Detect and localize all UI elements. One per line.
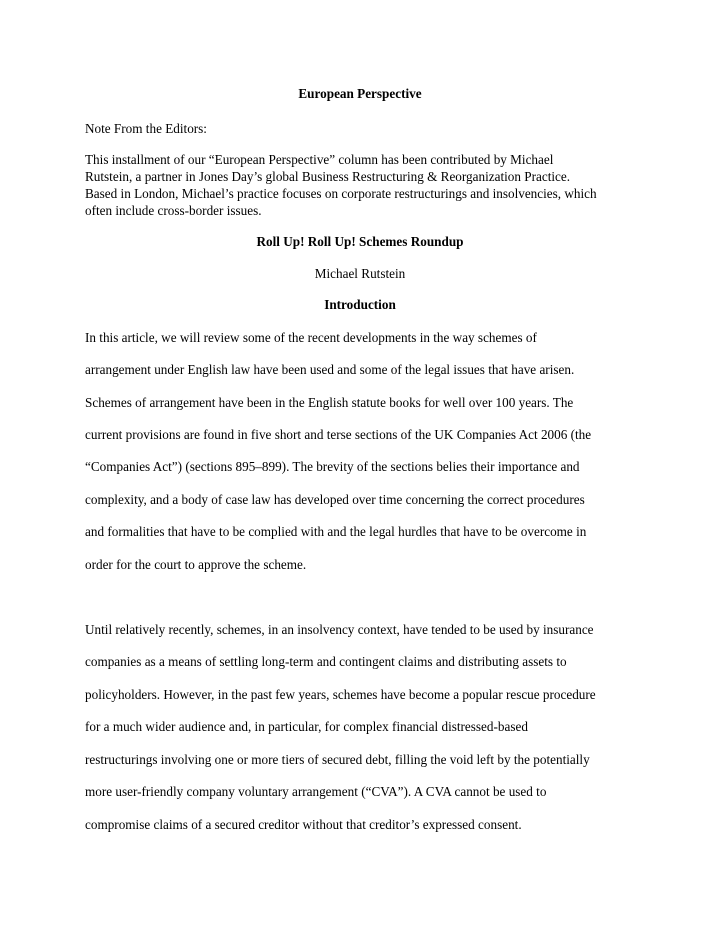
paragraph-line: restructurings involving one or more tiers of secured debt, filling the void left by the potentially <box>85 752 590 767</box>
editors-note-line: often include cross-border issues. <box>85 203 262 218</box>
editors-note-label: Note From the Editors: <box>85 121 207 136</box>
section-heading: Introduction <box>324 297 396 312</box>
paragraph-line: “Companies Act”) (sections 895–899). The brevity of the sections belies their importance and <box>85 459 580 474</box>
paragraph-line: In this article, we will review some of the recent developments in the way schemes of <box>85 330 537 345</box>
paragraph-line: order for the court to approve the scheme. <box>85 557 307 572</box>
editors-note-line: Based in London, Michael’s practice focuses on corporate restructurings and insolvencies, which <box>85 186 597 201</box>
paragraph-line: and formalities that have to be complied with and the legal hurdles that have to be overcome in <box>85 524 587 539</box>
editors-note-line: This installment of our “European Perspective” column has been contributed by Michael <box>85 152 554 167</box>
article-title: Roll Up! Roll Up! Schemes Roundup <box>256 234 464 249</box>
paragraph-line: Until relatively recently, schemes, in an insolvency context, have tended to be used by insurance <box>85 622 594 637</box>
paragraph-line: more user-friendly company voluntary arrangement (“CVA”). A CVA cannot be used to <box>85 784 547 799</box>
paragraph-line: arrangement under English law have been used and some of the legal issues that have arisen. <box>85 362 575 377</box>
paragraph-line: companies as a means of settling long-term and contingent claims and distributing assets to <box>85 654 567 669</box>
paragraph-line: current provisions are found in five short and terse sections of the UK Companies Act 2006 (the <box>85 427 592 442</box>
paragraph-line: policyholders. However, in the past few years, schemes have become a popular rescue procedure <box>85 687 596 702</box>
editors-note <box>85 151 650 219</box>
paragraph-line: Schemes of arrangement have been in the English statute books for well over 100 years. The <box>85 395 574 410</box>
author-name: Michael Rutstein <box>314 266 406 281</box>
paragraph-line: for a much wider audience and, in particular, for complex financial distressed-based <box>85 719 528 734</box>
editors-note-line: Rutstein, a partner in Jones Day’s global Business Restructuring & Reorganization Practice. <box>85 169 571 184</box>
paragraph-line: compromise claims of a secured creditor without that creditor’s expressed consent. <box>85 817 522 832</box>
page-title: European Perspective <box>298 86 422 101</box>
paragraph-line: complexity, and a body of case law has developed over time concerning the correct procedures <box>85 492 585 507</box>
